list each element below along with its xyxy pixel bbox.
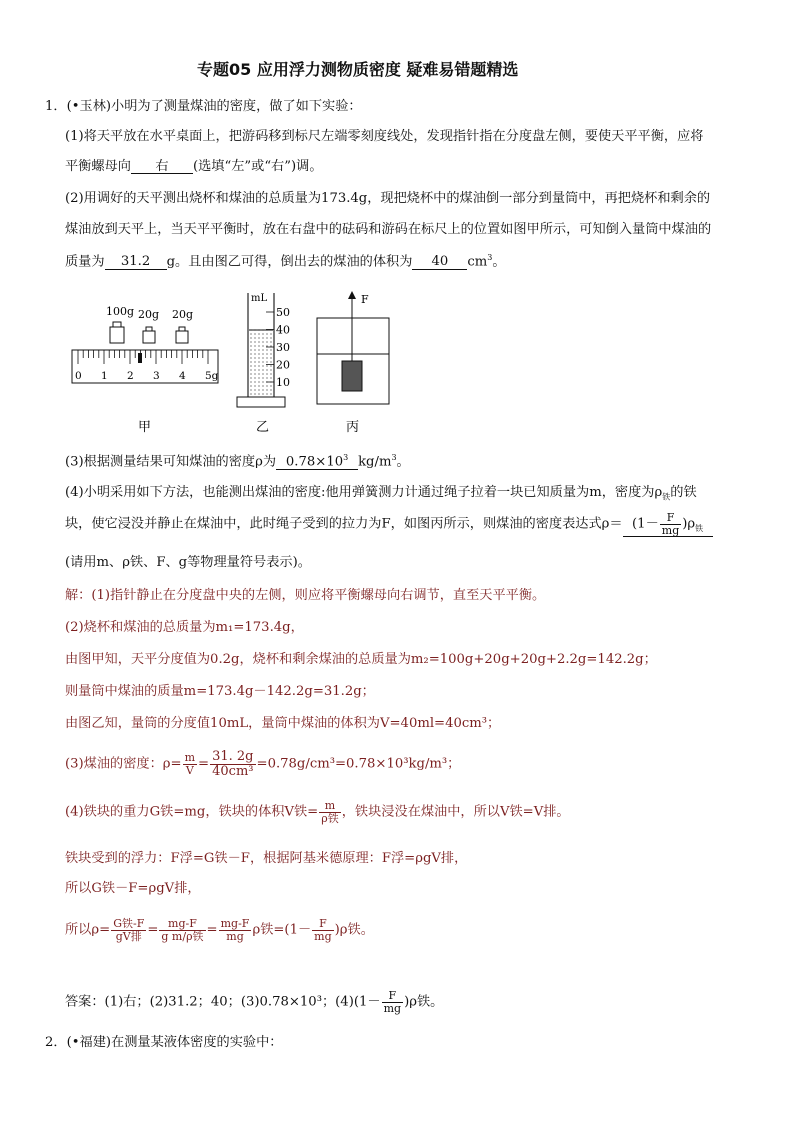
part-4-end: 的铁 — [670, 485, 697, 500]
fraction-denominator: 40cm³ — [212, 763, 254, 779]
answer-text: )ρ铁。 — [404, 994, 444, 1010]
weight-100g — [110, 327, 124, 343]
part-2-prefix: 质量为 — [65, 254, 105, 270]
subscript: 铁 — [662, 492, 671, 502]
fraction-denominator: gV排 — [115, 929, 142, 943]
ruler-tick-label: 0 — [75, 370, 82, 382]
fraction-numerator: m — [184, 751, 196, 765]
fraction-denominator: mg — [661, 523, 680, 537]
solution-text: 所以ρ= — [65, 922, 111, 938]
solution-text: )ρ铁。 — [334, 922, 374, 938]
answer-blank-1: 右 — [131, 160, 193, 174]
part-4-text: (4)小明采用如下方法，也能测出煤油的密度:他用弹簧测力计通过绳子拉着一块已知质量为m，密度为ρ — [65, 485, 663, 500]
rider — [138, 353, 142, 363]
solution-line-5: 由图乙知，量筒的分度值10mL，量筒中煤油的体积为V=40ml=40cm³； — [65, 716, 501, 731]
ruler-tick-label: 3 — [153, 370, 160, 382]
part-2-line-2: 煤油放到天平上，当天平平衡时，放在右盘中的砝码和游码在标尺上的位置如图甲所示，可知倒入量筒中煤油的 — [65, 222, 712, 237]
part-1-prefix: 平衡螺母向 — [65, 159, 131, 174]
question-number: 1． — [45, 99, 67, 114]
fraction-numerator: 31. 2g — [212, 749, 254, 764]
part-3-unit: kg/m — [358, 454, 392, 470]
part-1-line-2 — [65, 160, 323, 174]
fraction-denominator: V — [185, 763, 194, 777]
answer-blank-3: 40 — [412, 255, 467, 269]
weight-label: 20g — [172, 308, 194, 321]
figure-area — [70, 285, 390, 435]
solution-line-10: 所以ρ= $\frac{\text{G铁-F}}{\text{gV排}}$ = $\frac{mg-F}{\text{g m/ρ铁}}$ = $\frac{mg-F}{mg}$ ρ铁=(1－ $\frac{F}{mg}$ )ρ铁。 — [65, 917, 374, 943]
caption-bing: 丙 — [346, 420, 360, 435]
part-4-line-2: 块，使它浸没并静止在煤油中，此时绳子受到的拉力为F，如图丙所示，则煤油的密度表达式ρ＝ (1－ $\frac{F}{mg}$ )$\rho_铁$ — [65, 512, 713, 537]
part-3-prefix: (3)根据测量结果可知煤油的密度ρ为 — [65, 454, 277, 470]
weight-20g — [143, 331, 155, 343]
part-2-unit: cm — [467, 254, 488, 270]
cylinder-tick-label: 40 — [276, 323, 290, 337]
question-source: (•福建) — [66, 1035, 112, 1050]
fraction-denominator: mg — [314, 929, 332, 943]
force-label: F — [361, 293, 369, 306]
weight-label: 20g — [138, 308, 160, 321]
question-text: 小明为了测量煤油的密度，做了如下实验： — [111, 99, 362, 114]
cylinder-tick-label: 20 — [276, 358, 290, 372]
balance-ruler — [72, 350, 219, 383]
question-1-stem — [45, 100, 362, 113]
part-1-suffix: (选填“左”或“右”)调。 — [192, 159, 323, 174]
part-2-line-1: (2)用调好的天平测出烧杯和煤油的总质量为173.4g，现把烧杯中的煤油倒一部分到量筒中，再把烧杯和剩余的 — [65, 191, 711, 206]
solution-text: (3)煤油的密度：ρ= — [65, 756, 182, 772]
solution-text: ，铁块浸没在煤油中，所以V铁=V排。 — [341, 804, 570, 820]
fraction-numerator: mg-F — [220, 917, 250, 930]
caption-yi: 乙 — [256, 420, 270, 435]
fraction-numerator: mg-F — [159, 918, 205, 931]
cylinder-tick-label: 10 — [276, 376, 290, 389]
part-2-mid: g。且由图乙可得，倒出去的煤油的体积为 — [166, 254, 413, 270]
answer-line — [65, 990, 443, 1014]
part-4-note: (请用m、ρ铁、F、g等物理量符号表示)。 — [65, 555, 311, 570]
weights-group — [106, 305, 193, 343]
fraction-numerator: F — [312, 918, 333, 931]
part-1-line-1: (1)将天平放在水平桌面上，把游码移到标尺左端零刻度线处，发现指针指在分度盘左侧，要使天平平衡，应将 — [65, 129, 704, 144]
cylinder-tick-label: 50 — [276, 306, 290, 319]
weight-label: 100g — [106, 305, 135, 318]
solution-line-3: 由图甲知，天平分度值为0.2g，烧杯和剩余煤油的总质量为m₂=100g+20g+20g+2.2g=142.2g； — [65, 652, 657, 667]
weight-20g — [176, 331, 188, 343]
fraction-denominator: ρ铁 — [321, 811, 339, 825]
page-title: 专题05 应用浮力测物质密度 疑难易错题精选 — [197, 60, 519, 79]
part-4-line-2-text: 块，使它浸没并静止在煤油中，此时绳子受到的拉力为F，如图丙所示，则煤油的密度表达式ρ＝ — [65, 516, 623, 532]
solution-text: (4)铁块的重力G铁=mg，铁块的体积V铁= — [65, 804, 319, 820]
answer-text: 答案：(1)右；(2)31.2；40；(3)0.78×10³；(4)(1－ — [65, 994, 381, 1010]
solution-line-8: 铁块受到的浮力：F浮=G铁－F，根据阿基米德原理：F浮=ρgV排， — [65, 851, 468, 866]
question-number: 2． — [45, 1035, 67, 1050]
solution-line-6: (3)煤油的密度：ρ= $\frac{m}{V}$ = $\frac{31. 2g}{\text{40cm³}}$ =0.78g/cm³=0.78×10³kg/m³； — [65, 749, 461, 779]
solution-line-9: 所以G铁－F=ρgV排， — [65, 881, 201, 896]
part-3: (3)根据测量结果可知煤油的密度ρ为 $0.78\times 10^3$ $kg/m^3$。 — [65, 453, 410, 470]
fraction-numerator: F — [660, 512, 681, 525]
part-4-line-1 — [65, 486, 697, 502]
fraction-numerator: G铁-F — [113, 917, 145, 930]
cylinder-tick-label: 30 — [276, 341, 290, 354]
cylinder-unit: mL — [251, 293, 268, 304]
part-2-line-3: 质量为 31.2 g。且由图乙可得，倒出去的煤油的体积为 40 $cm^3$。 — [65, 253, 506, 270]
fraction-denominator: mg — [226, 929, 244, 943]
graduated-cylinder — [237, 293, 290, 407]
solution-text: ρ铁=(1－ — [252, 922, 312, 938]
question-source: (•玉林) — [66, 99, 112, 114]
spring-scale-setup — [317, 291, 389, 404]
fraction-denominator: g m/ρ铁 — [161, 929, 204, 943]
caption-jia: 甲 — [138, 420, 152, 435]
ruler-tick-label: 1 — [101, 370, 108, 382]
answer-blank-2: 31.2 — [105, 255, 167, 269]
solution-line-4: 则量筒中煤油的质量m=173.4g－142.2g=31.2g； — [65, 684, 375, 699]
solution-line-7 — [65, 800, 570, 824]
ruler-tick-label: 5g — [205, 370, 219, 382]
solution-line-1: 解：(1)指针静止在分度盘中央的左侧，则应将平衡螺母向右调节，直至天平平衡。 — [65, 588, 546, 603]
iron-block — [342, 361, 362, 391]
fraction-denominator: mg — [383, 1001, 402, 1015]
answer-blank-4: 0.78×10 — [285, 454, 344, 470]
question-text: 在测量某液体密度的实验中： — [111, 1035, 283, 1050]
ruler-tick-label: 2 — [127, 370, 134, 382]
fraction-numerator: m — [319, 800, 340, 813]
solution-text: =0.78g/cm³=0.78×10³kg/m³； — [256, 756, 461, 772]
solution-line-2: (2)烧杯和煤油的总质量为m₁=173.4g， — [65, 620, 304, 635]
ruler-tick-label: 4 — [179, 370, 186, 382]
fraction-numerator: F — [382, 990, 403, 1003]
question-2-stem — [45, 1036, 282, 1049]
